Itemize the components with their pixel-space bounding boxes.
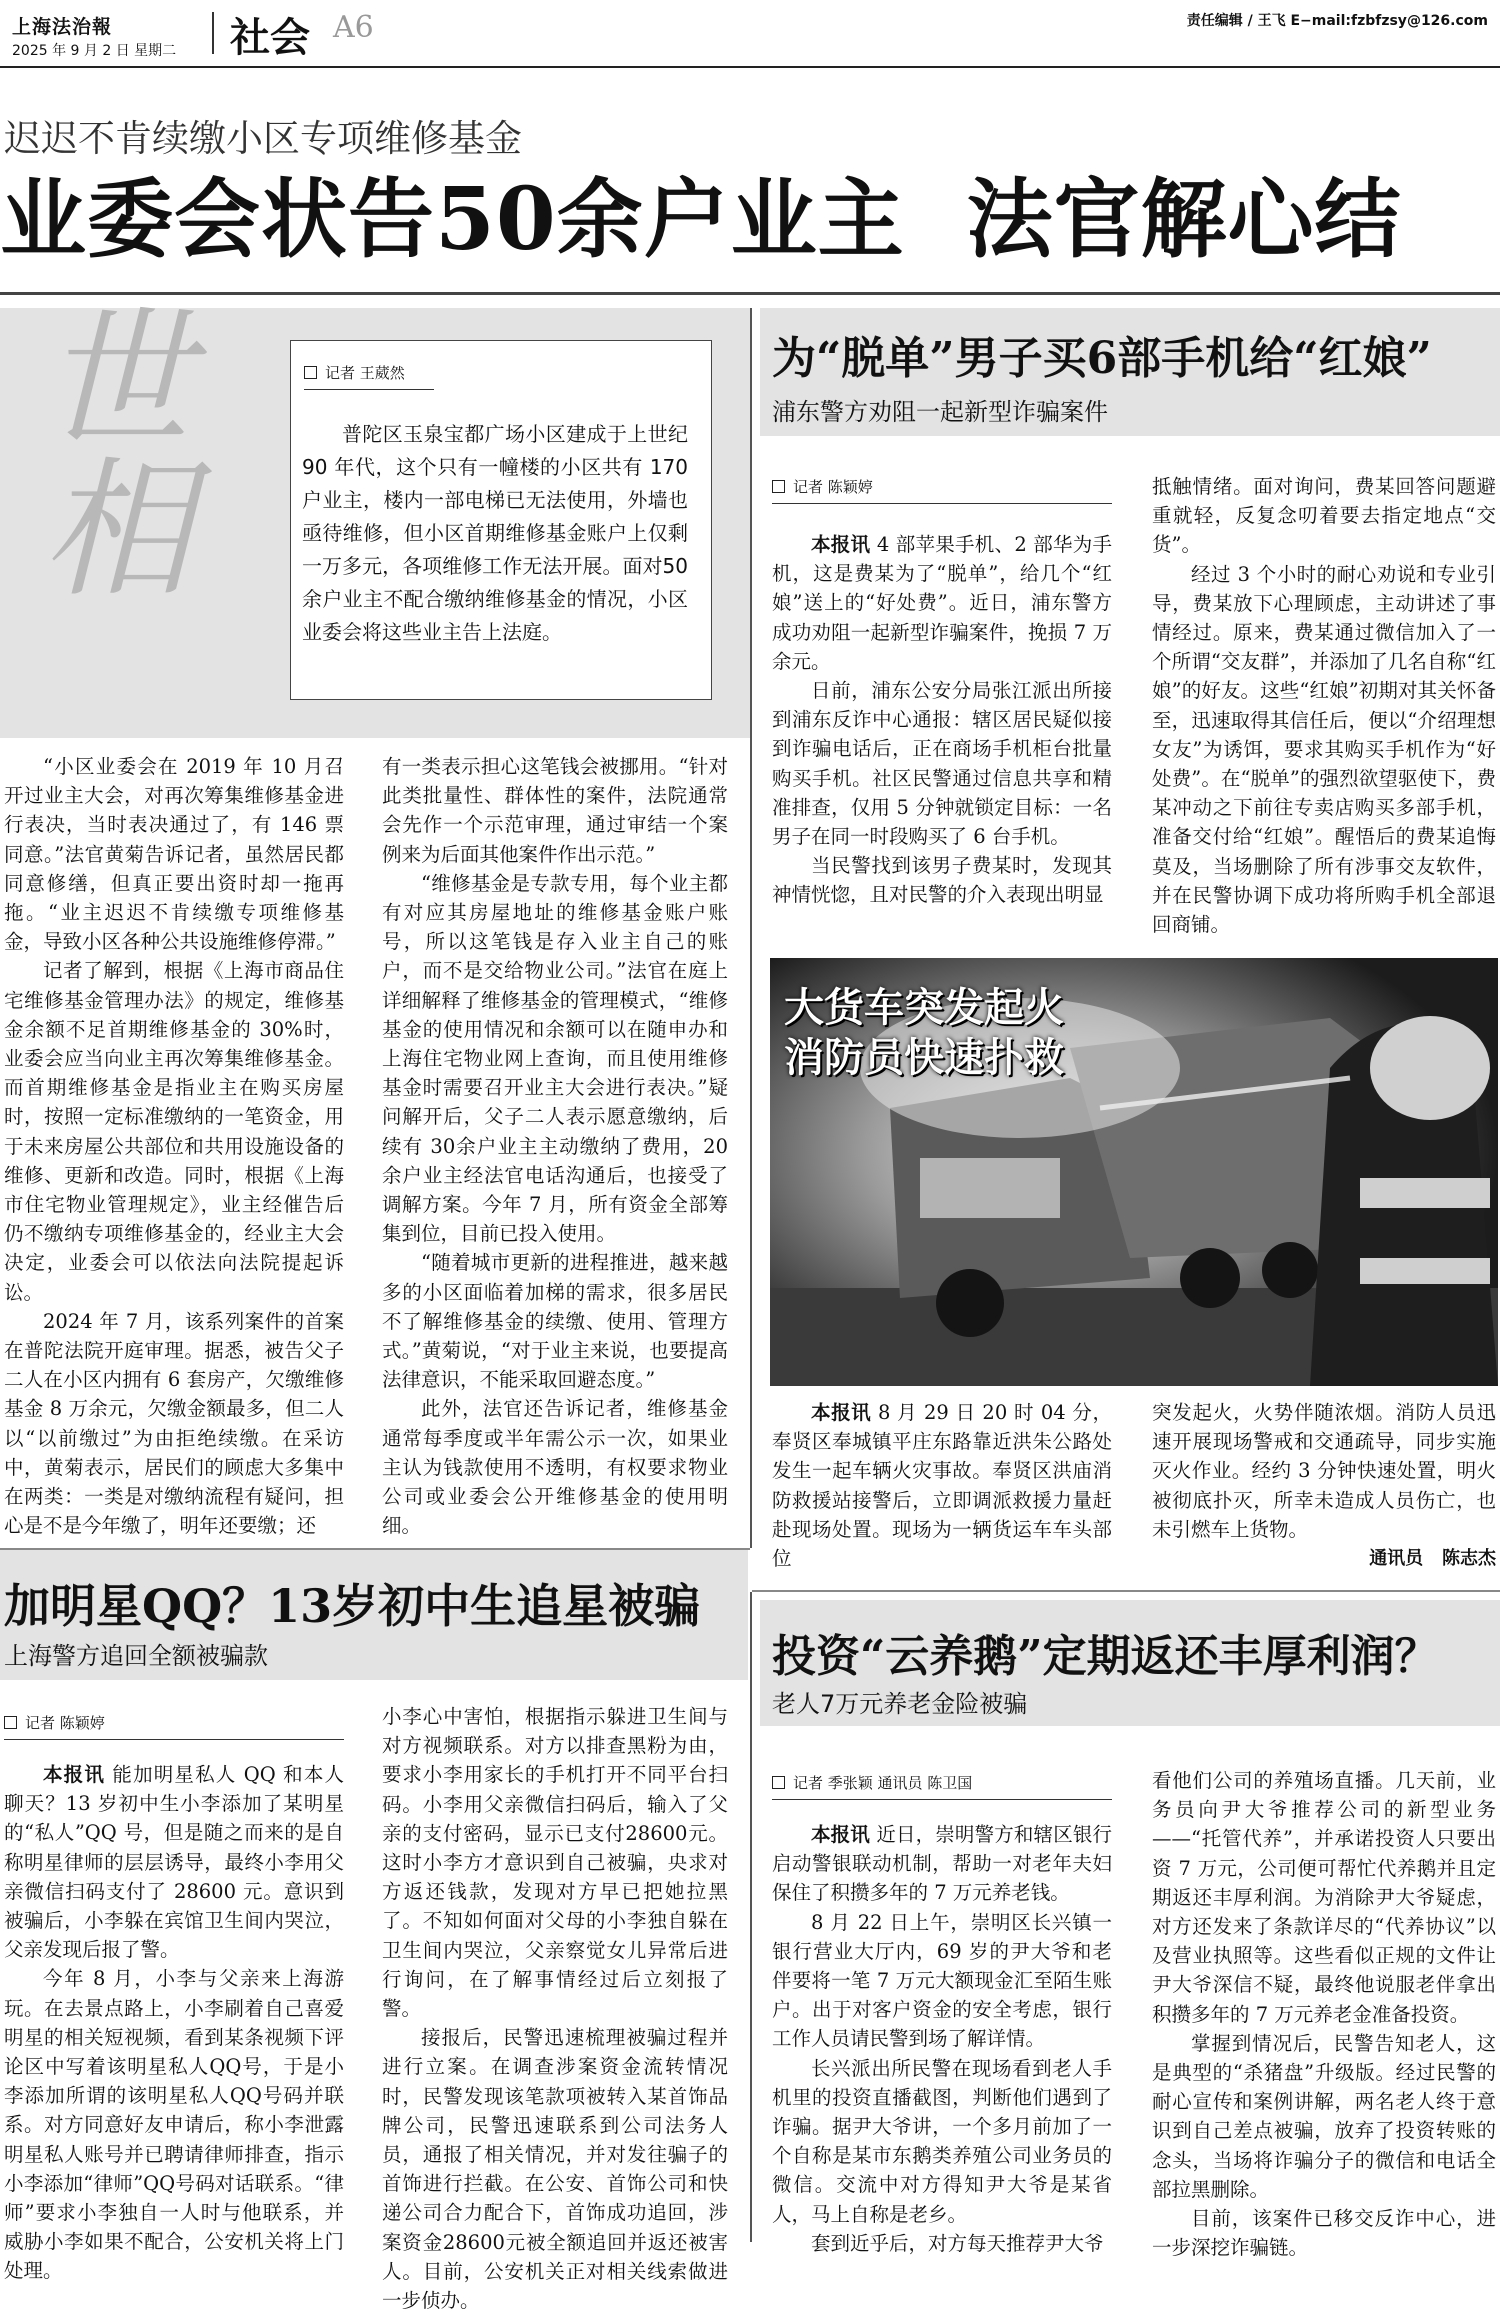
paragraph: 套到近乎后，对方每天推荐尹大爷 (811, 2231, 1104, 2255)
dateline: 本报讯 (811, 1823, 870, 1846)
paragraph: 长兴派出所民警在现场看到老人手机里的投资直播截图，判断他们遇到了诈骗。据尹大爷讲，一个多月前加了一个自称是某市东鹅类养殖公司业务员的微信。交流中对方得知尹大爷是某省人，马上自称是老乡。 (772, 2056, 1112, 2226)
paragraph: 抵触情绪。面对询问，费某回答问题避重就轻，反复念叨着要去指定地点“交货”。 (1152, 475, 1496, 557)
main-column-1 (4, 752, 344, 1540)
truck-column-2 (1152, 1398, 1496, 1573)
byline-square-icon (4, 1716, 17, 1729)
paragraph: 当民警找到该男子费某时，发现其神情恍惚，且对民警的介入表现出明显 (772, 854, 1112, 907)
phone-headline: 为“脱单”男子买6部手机给“红娘” (772, 333, 1432, 384)
paragraph: 看他们公司的养殖场直播。几天前，业务员向尹大爷推荐公司的新型业务——“托管代养”，并承诺投资人只要出资 7 万元，公司便可帮忙代养鹅并且定期返还丰厚利润。为消除尹大爷疑虑，对方还发来了条款详尽的“代养协议”以及营业执照等。这些看似正规的文件让尹大爷深信不疑，最终他说服老伴拿出积攒多年的 7 万元养老金准备投资。 (1152, 1769, 1496, 2026)
column-logo: 世相 (16, 300, 190, 600)
paragraph-text: 8 月 29 日 20 时 04 分，奉贤区奉城镇平庄东路靠近洪朱公路处发生一起车辆火灾事故。奉贤区洪庙消防救援站接警后，立即调派救援力量赶赴现场处置。现场为一辆货运车车头部位 (772, 1401, 1112, 1571)
paragraph: “小区业委会在 2019 年 10 月召开过业主大会，对再次筹集维修基金进行表决，当时表决通过了，有 146 票同意。”法官黄菊告诉记者，虽然居民都同意修缮，但真正要出资时却一拖再拖。“业主迟迟不肯续缴专项维修基金，导致小区各种公共设施维修停滞。” (4, 755, 344, 954)
paragraph: 日前，浦东公安分局张江派出所接到浦东反诈中心通报：辖区居民疑似接到诈骗电话后，正在商场手机柜台批量购买手机。社区民警通过信息共享和精准排查，仅用 5 分钟就锁定目标：一名男子在同一时段购买了 6 台手机。 (772, 679, 1112, 849)
paragraph (772, 530, 1112, 676)
paragraph-text: 能加明星私人 QQ 和本人聊天？13 岁初中生小李添加了某明星的“私人”QQ 号，但是随之而来的是自称明星律师的层层诱导，最终小李用父亲微信扫码支付了 28600 元。意识到被骗后，小李躲在宾馆卫生间内哭泣，父亲发现后报了警。 (4, 1763, 344, 1962)
dateline: 本报讯 (811, 1401, 872, 1424)
main-byline (304, 362, 434, 390)
phone-column-2 (1152, 472, 1496, 939)
qq-subhead: 上海警方追回全额被骗款 (4, 1642, 268, 1670)
paragraph-text: 近日，崇明警方和辖区银行启动警银联动机制，帮助一对老年夫妇保住了积攒多年的 7 万元养老钱。 (772, 1823, 1112, 1905)
masthead-divider (212, 12, 214, 54)
byline-square-icon (772, 1776, 785, 1789)
paragraph: 掌握到情况后，民警告知老人，这是典型的“杀猪盘”升级版。经过民警的耐心宣传和案例讲解，两名老人终于意识到自己差点被骗，放弃了投资转账的念头，当场将诈骗分子的微信和电话全部拉黑删除。 (1152, 2031, 1496, 2201)
editor-line: 责任编辑 / 王飞 E−mail:fzbfzsy@126.com (1186, 13, 1488, 29)
qq-headline: 加明星QQ？13岁初中生追星被骗 (4, 1579, 701, 1633)
goose-column-2 (1152, 1766, 1496, 2262)
paragraph: 突发起火，火势伴随浓烟。消防人员迅速开展现场警戒和交通疏导，同步实施灭火作业。经约 3 分钟快速处置，明火被彻底扑灭，所幸未造成人员伤亡，也未引燃车上货物。 (1152, 1401, 1496, 1541)
photo-caption-line-2: 消防员快速扑救 (784, 1035, 1064, 1081)
paragraph-text: 4 部苹果手机、2 部华为手机，这是费某为了“脱单”，给几个“红娘”送上的“好处费”。近日，浦东警方成功劝阻一起新型诈骗案件，挽损 7 万余元。 (772, 533, 1113, 673)
paragraph: 记者了解到，根据《上海市商品住宅维修基金管理办法》的规定，维修基金余额不足首期维修基金的 30%时，业委会应当向业主再次筹集维修基金。而首期维修基金是指业主在购买房屋时，按照一定标准缴纳的一笔资金，用于未来房屋公共部位和共用设施设备的维修、更新和改造。同时，根据《上海市住宅物业管理规定》，业主经催告后仍不缴纳专项维修基金的，经业主大会决定，业委会可以依法向法院提起诉讼。 (4, 959, 344, 1304)
headline-rule (0, 292, 1500, 295)
paragraph: “随着城市更新的进程推进，越来越多的小区面临着加梯的需求，很多居民不了解维修基金的续缴、使用、管理方式。”黄菊说，“对于业主来说，也要提高法律意识，不能采取回避态度。” (382, 1251, 728, 1392)
paragraph (4, 1760, 344, 1964)
masthead (0, 0, 1500, 64)
goose-column-1 (772, 1820, 1112, 2258)
paragraph: 有一类表示担心这笔钱会被挪用。“针对此类批量性、群体性的案件，法院通常会先作一个示范审理，通过审结一个案例来为后面其他案件作出示范。” (382, 755, 728, 866)
main-column-2 (382, 752, 728, 1540)
paragraph: 此外，法官还告诉记者，维修基金通常每季度或半年需公示一次，如果业主认为钱款使用不透明，有权要求物业公司或业委会公开维修基金的使用明细。 (382, 1397, 728, 1538)
goose-headline: 投资“云养鹅”定期返还丰厚利润？ (772, 1631, 1439, 1682)
paragraph: “维修基金是专款专用，每个业主都有对应其房屋地址的维修基金账户账号，所以这笔钱是存入业主自己的账户，而不是交给物业公司。”法官在庭上详细解释了维修基金的管理模式，“维修基金的使用情况和余额可以在随申办和上海住宅物业网上查询，而且使用维修基金时需要召开业主大会进行表决。”疑问解开后，父子二人表示愿意缴纳，后续有 30余户业主主动缴纳了费用，20余户业主经法官电话沟通后，也接受了调解方案。今年 7 月，所有资金全部筹集到位，目前已投入使用。 (382, 871, 728, 1246)
paragraph: 今年 8 月，小李与父亲来上海游玩。在去景点路上，小李刷着自己喜爱明星的相关短视频，看到某条视频下评论区中写着该明星私人QQ号，于是小李添加所谓的该明星私人QQ号码并联系。对方同意好友申请后，称小李泄露明星私人账号并已聘请律师排查，指示小李添加“律师”QQ号码对话联系。“律师”要求小李独自一人时与他联系，并威胁小李如果不配合，公安机关将上门处理。 (4, 1967, 344, 2283)
byline-text: 记者 陈颖婷 (793, 478, 873, 496)
goose-top-rule (752, 1590, 1500, 1592)
byline-text: 记者 陈颖婷 (25, 1714, 105, 1732)
main-lede: 普陀区玉泉宝都广场小区建成于上世纪 90 年代，这个只有一幢楼的小区共有 170 户业主，楼内一部电梯已无法使用，外墙也亟待维修，但小区首期维修基金账户上仅剩一万多元，各项维修工作无法开展。面对50余户业主不配合缴纳维修基金的情况，小区业委会将这些业主告上法庭。 (302, 422, 688, 644)
qq-column-1 (4, 1760, 344, 2286)
page-column-divider-lower (750, 1592, 752, 2242)
paragraph: 小李心中害怕，根据指示躲进卫生间与对方视频联系。对方以排查黑粉为由，要求小李用家长的手机打开不同平台扫码。小李用父亲微信扫码后，输入了父亲的支付密码，显示已支付28600元。这时小李方才意识到自己被骗，央求对方返还钱款，发现对方早已把她拉黑了。不知如何面对父母的小李独自躲在卫生间内哭泣，父亲察觉女儿异常后进行询问，在了解事情经过后立刻报了警。 (382, 1705, 728, 2021)
paragraph: 2024 年 7 月，该系列案件的首案在普陀法院开庭审理。据悉，被告父子二人在小区内拥有 6 套房产，欠缴维修基金 8 万余元，欠缴金额最多，但二人以“以前缴过”为由拒绝续缴。在采访中，黄菊表示，居民们的顾虑大多集中在两类：一类是对缴纳流程有疑问，担心是不是今年缴了，明年还要缴；还 (4, 1309, 344, 1538)
masthead-rule (0, 66, 1500, 68)
phone-subhead: 浦东警方劝阻一起新型诈骗案件 (772, 398, 1108, 426)
byline-square-icon (304, 366, 317, 379)
paragraph: 目前，该案件已移交反诈中心，进一步深挖诈骗链。 (1152, 2207, 1496, 2260)
paragraph (772, 1820, 1112, 1908)
truck-credit: 通讯员 陈志杰 (1369, 1548, 1496, 1570)
paragraph: 经过 3 个小时的耐心劝说和专业引导，费某放下心理顾虑，主动讲述了事情经过。原来，费某通过微信加入了一个所谓“交友群”，并添加了几名自称“红娘”的好友。这些“红娘”初期对其关怀备至，迅速取得其信任后，便以“介绍理想女友”为诱饵，要求其购买手机作为“好处费”。在“脱单”的强烈欲望驱使下，费某冲动之下前往专卖店购买多部手机，准备交付给“红娘”。醒悟后的费某追悔莫及，当场删除了所有涉事交友软件，并在民警协调下成功将所购手机全部退回商铺。 (1152, 562, 1496, 937)
truck-fire-photo (770, 958, 1498, 1386)
phone-column-1 (772, 530, 1112, 910)
phone-byline (772, 476, 1112, 504)
dateline: 本报讯 (811, 533, 871, 556)
paragraph (772, 1398, 1112, 1573)
dateline: 本报讯 (43, 1763, 106, 1786)
paragraph: 8 月 22 日上午，崇明区长兴镇一银行营业大厅内，69 岁的尹大爷和老伴要将一笔 7 万元大额现金汇至陌生账户。出于对客户资金的安全考虑，银行工作人员请民警到场了解详情。 (772, 1910, 1112, 2051)
section-name: 社会 (230, 15, 310, 61)
paper-name: 上海法治報 (12, 16, 113, 38)
main-kicker: 迟迟不肯续缴小区专项维修基金 (4, 117, 522, 160)
main-headline: 业委会状告50余户业主 法官解心结 (0, 169, 1402, 270)
byline-square-icon (772, 480, 785, 493)
truck-column-1 (772, 1398, 1112, 1573)
page-number: A6 (333, 10, 374, 45)
goose-byline (772, 1772, 1112, 1800)
qq-column-2 (382, 1702, 728, 2315)
page-column-divider (750, 308, 752, 1548)
qq-byline (4, 1712, 344, 1740)
photo-caption-line-1: 大货车突发起火 (784, 985, 1064, 1031)
byline-text: 记者 季张颖 通讯员 陈卫国 (793, 1774, 973, 1792)
paragraph: 接报后，民警迅速梳理被骗过程并进行立案。在调查涉案资金流转情况时，民警发现该笔款项被转入某首饰品牌公司，民警迅速联系到公司法务人员，通报了相关情况，并对发往骗子的首饰进行拦截。在公安、首饰公司和快递公司合力配合下，首饰成功追回，涉案资金28600元被全额追回并返还被害人。目前，公安机关正对相关线索做进一步侦办。 (382, 2026, 728, 2313)
issue-date: 2025 年 9 月 2 日 星期二 (12, 43, 177, 59)
byline-text: 记者 王葳然 (325, 364, 405, 382)
goose-subhead: 老人7万元养老金险被骗 (772, 1690, 1028, 1718)
